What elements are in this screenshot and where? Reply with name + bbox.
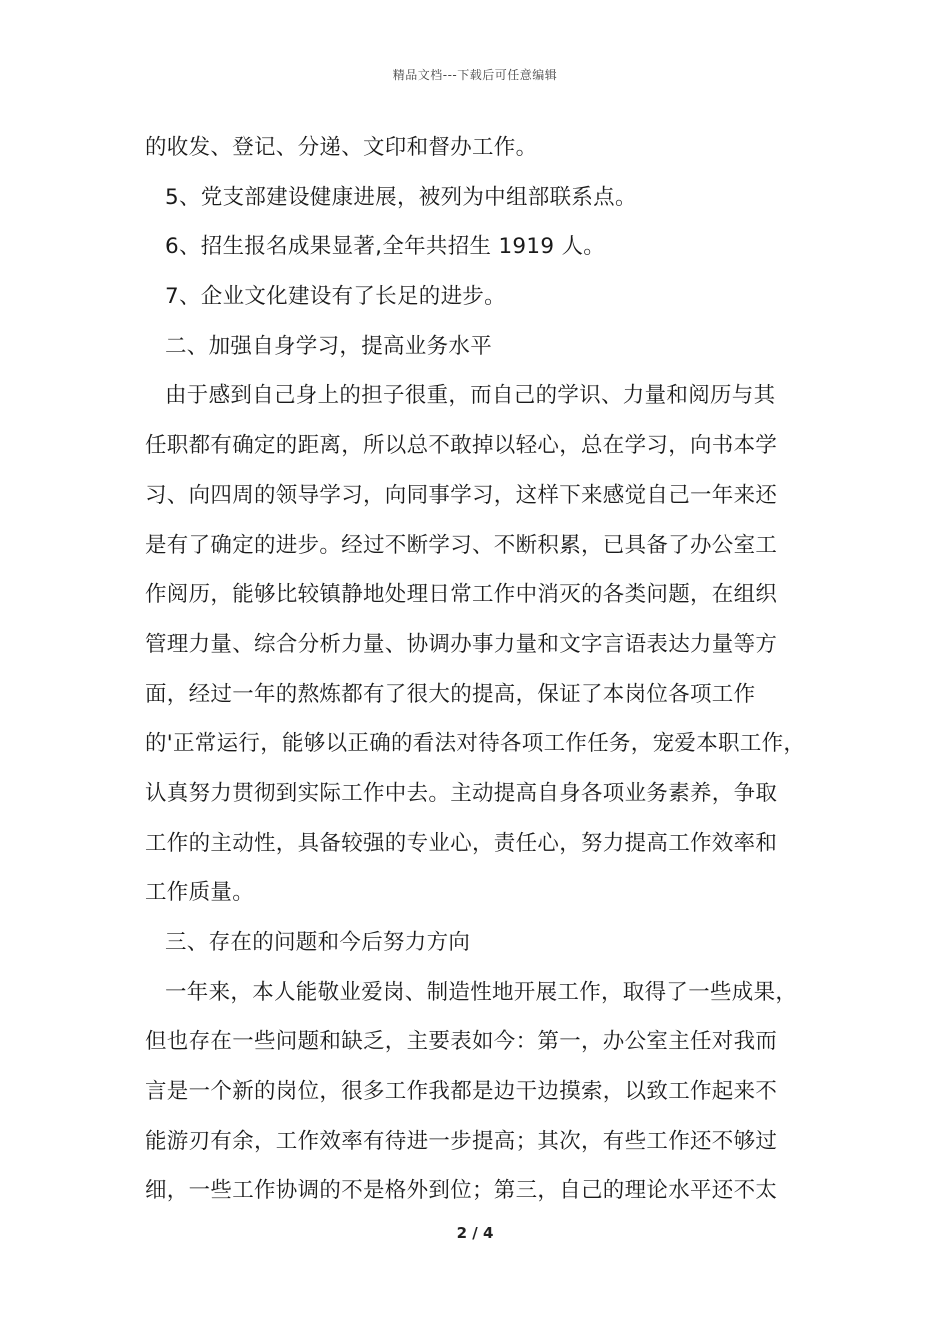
document-body (145, 128, 825, 1221)
page-header: 精品文档---下载后可任意编辑 (392, 68, 558, 82)
body-line: 但也存在一些问题和缺乏，主要表如今：第一，办公室主任对我而 (145, 1029, 778, 1055)
list-item: 6、招生报名成果显著,全年共招生 1919 人。 (165, 234, 606, 260)
body-line: 任职都有确定的距离，所以总不敢掉以轻心，总在学习，向书本学 (145, 433, 778, 459)
body-line: 工作的主动性，具备较强的专业心，责任心，努力提高工作效率和 (145, 830, 778, 856)
page-number: 2 / 4 (456, 1224, 494, 1242)
body-line: 作阅历，能够比较镇静地处理日常工作中消灭的各类问题，在组织 (145, 582, 778, 608)
body-line: 细，一些工作协调的不是格外到位；第三，自己的理论水平还不太 (145, 1178, 778, 1204)
section-heading: 三、存在的问题和今后努力方向 (165, 930, 471, 955)
body-line: 由于感到自己身上的担子很重，而自己的学识、力量和阅历与其 (165, 383, 776, 409)
body-line: 面，经过一年的熬炼都有了很大的提高，保证了本岗位各项工作 (145, 681, 756, 707)
body-line: 是有了确定的进步。经过不断学习、不断积累，已具备了办公室工 (145, 532, 778, 558)
body-line: 的'正常运行，能够以正确的看法对待各项工作任务，宠爱本职工作， (145, 731, 806, 757)
body-line: 一年来，本人能敬业爱岗、制造性地开展工作，取得了一些成果， (165, 979, 798, 1005)
list-item: 7、企业文化建设有了长足的进步。 (165, 284, 506, 310)
body-line: 言是一个新的岗位，很多工作我都是边干边摸索，以致工作起来不 (145, 1079, 778, 1105)
body-line: 能游刃有余，工作效率有待进一步提高；其次，有些工作还不够过 (145, 1128, 778, 1154)
body-line: 的收发、登记、分递、文印和督办工作。 (145, 135, 538, 160)
section-heading: 二、加强自身学习，提高业务水平 (165, 333, 493, 359)
body-line: 习、向四周的领导学习，向同事学习，这样下来感觉自己一年来还 (145, 482, 778, 508)
body-line: 认真努力贯彻到实际工作中去。主动提高自身各项业务素养，争取 (145, 780, 778, 806)
body-line: 管理力量、综合分析力量、协调办事力量和文字言语表达力量等方 (145, 631, 778, 657)
body-line: 工作质量。 (145, 880, 255, 906)
list-item: 5、党支部建设健康进展，被列为中组部联系点。 (165, 184, 637, 210)
